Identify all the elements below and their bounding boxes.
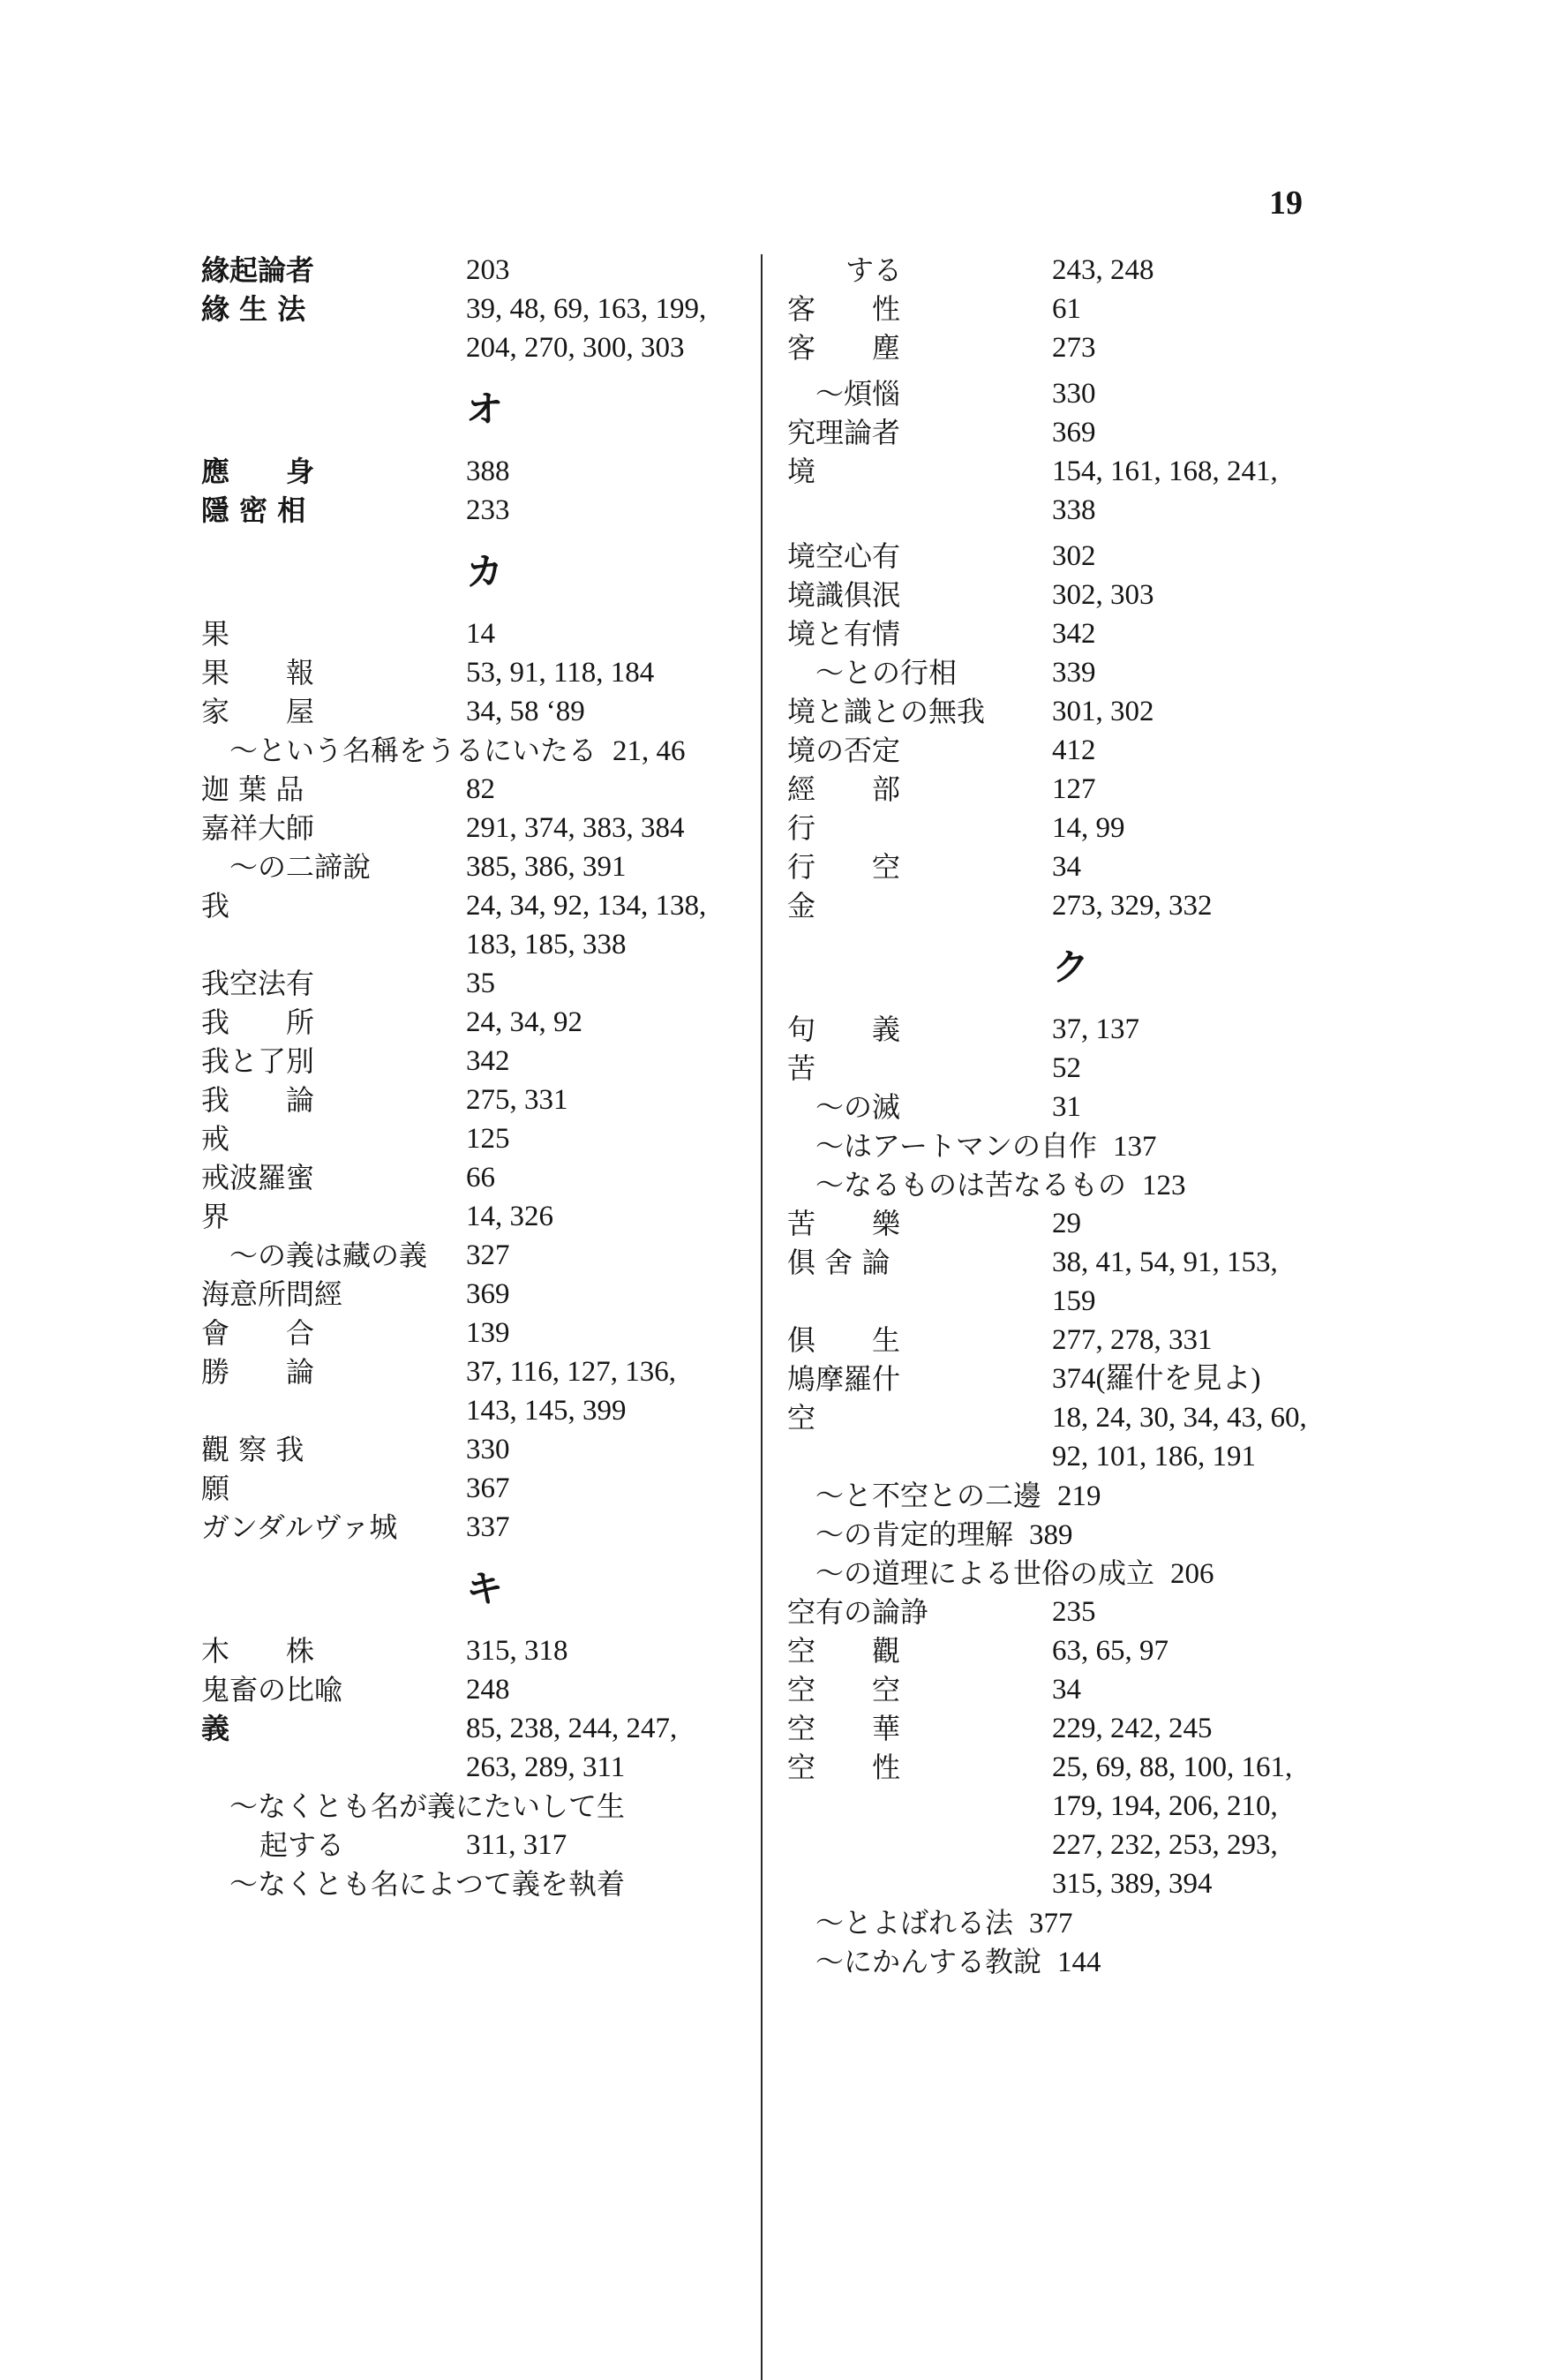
page-refs: 263, 289, 311 [466, 1751, 626, 1783]
page-refs: 301, 302 [1052, 696, 1154, 727]
entry-term: 俱 舍 論 [787, 1246, 890, 1279]
index-entry [201, 1081, 740, 1119]
page-refs: 277, 278, 331 [1052, 1324, 1213, 1356]
page-refs: 63, 65, 97 [1052, 1635, 1169, 1667]
index-subentry [787, 1515, 1334, 1554]
index-entry [201, 1197, 740, 1236]
index-entry [787, 1748, 1334, 1787]
page-refs: 315, 318 [466, 1635, 568, 1667]
entry-term: 境と識との無我 [787, 695, 986, 728]
entry-term: 〜の二諦說 [229, 850, 372, 884]
page-refs: 219 [1057, 1480, 1101, 1512]
entry-term: 海意所問經 [201, 1277, 343, 1311]
index-entry [787, 1670, 1334, 1709]
index-subentry [787, 653, 1334, 692]
page-refs: 369 [1052, 417, 1096, 448]
entry-term: 〜と不空との二邊 219 [815, 1479, 1101, 1512]
entry-term: 我 論 [201, 1083, 315, 1117]
page-refs: 302 [1052, 540, 1096, 572]
entry-term: 〜との行相 [815, 656, 958, 689]
page-refs: 14 [466, 618, 495, 650]
index-subentry [201, 1864, 740, 1903]
index-entry-continuation [787, 1282, 1334, 1321]
index-entry [787, 1359, 1334, 1398]
entry-term: する [845, 253, 903, 287]
page-refs: 302, 303 [1052, 579, 1154, 611]
index-subentry [201, 1826, 740, 1864]
entry-term: 空 觀 [787, 1634, 901, 1668]
entry-term: 境識俱泯 [787, 578, 901, 612]
entry-term: 經 部 [787, 772, 901, 806]
index-entry [201, 1508, 740, 1547]
index-subentry [787, 251, 1334, 290]
entry-term: 苦 樂 [787, 1207, 901, 1240]
section-kana: ク [1052, 945, 1090, 989]
page-refs: 291, 374, 383, 384 [466, 812, 685, 844]
entry-term: 空 [787, 1401, 816, 1435]
index-entry [201, 491, 740, 530]
page-refs: 66 [466, 1162, 495, 1194]
index-entry-continuation [787, 1826, 1334, 1864]
index-entry [201, 251, 740, 290]
index-entry [201, 1709, 740, 1748]
index-entry [787, 847, 1334, 886]
index-entry [201, 1003, 740, 1042]
index-subentry [787, 1942, 1334, 1981]
entry-term: 行 空 [787, 850, 901, 884]
entry-term: 〜煩惱 [815, 377, 901, 410]
index-entry [787, 1321, 1334, 1359]
page-refs: 229, 242, 245 [1052, 1713, 1213, 1744]
page-refs: 233 [466, 494, 510, 526]
page-refs: 35 [466, 968, 495, 999]
entry-term: 境と有情 [787, 617, 901, 651]
page-refs: 388 [466, 456, 510, 487]
index-entry [201, 692, 740, 731]
index-entry [787, 886, 1334, 925]
page-refs: 243, 248 [1052, 254, 1154, 286]
entry-term: 我 所 [201, 1005, 315, 1039]
index-entry [201, 1119, 740, 1158]
index-entry [201, 1275, 740, 1314]
entry-term: 木 株 [201, 1634, 315, 1668]
index-subentry [201, 1236, 740, 1275]
page-refs: 311, 317 [466, 1829, 567, 1861]
entry-term: 客 性 [787, 292, 901, 326]
page-refs: 144 [1057, 1947, 1101, 1978]
page-refs: 337 [466, 1511, 510, 1543]
page-refs: 235 [1052, 1596, 1096, 1628]
section-kana: オ [466, 388, 504, 431]
page-refs: 38, 41, 54, 91, 153, [1052, 1246, 1278, 1278]
index-entry [787, 1204, 1334, 1243]
index-subentry [787, 374, 1334, 413]
page-refs: 342 [466, 1045, 510, 1077]
entry-term: 我と了別 [201, 1044, 315, 1078]
entry-term: 義 [201, 1712, 230, 1745]
entry-term: 〜の滅 [815, 1090, 901, 1124]
page-refs: 369 [466, 1278, 510, 1310]
page-refs: 14, 99 [1052, 812, 1125, 844]
section-heading [201, 367, 740, 452]
entry-term: 究理論者 [787, 416, 901, 449]
entry-term: 家 屋 [201, 695, 315, 728]
page-refs: 52 [1052, 1052, 1081, 1084]
index-entry-continuation [201, 1748, 740, 1787]
entry-term: 嘉祥大師 [201, 811, 315, 845]
page-refs: 389 [1029, 1519, 1073, 1551]
entry-term: 迦 葉 品 [201, 772, 304, 806]
entry-term: 〜の道理による世俗の成立 206 [815, 1556, 1214, 1590]
page-refs: 34 [1052, 851, 1081, 883]
page-refs: 143, 145, 399 [466, 1395, 627, 1427]
page-refs: 61 [1052, 293, 1081, 325]
page-refs: 159 [1052, 1285, 1096, 1317]
entry-term: 〜はアートマンの自作 137 [815, 1129, 1157, 1163]
index-column-left [201, 251, 740, 1903]
entry-term: 金 [787, 889, 816, 923]
page-refs: 154, 161, 168, 241, [1052, 456, 1278, 487]
index-entry-continuation [787, 1787, 1334, 1826]
index-entry [787, 452, 1334, 491]
index-subentry [201, 847, 740, 886]
page-refs: 367 [466, 1472, 510, 1504]
page-refs: 24, 34, 92, 134, 138, [466, 890, 707, 922]
page-refs: 37, 137 [1052, 1013, 1139, 1045]
index-entry-continuation [201, 1391, 740, 1430]
entry-term: 〜の肯定的理解 389 [815, 1518, 1073, 1551]
index-entry [201, 1158, 740, 1197]
page-refs: 206 [1170, 1558, 1214, 1590]
page-refs: 203 [466, 254, 510, 286]
page-refs: 315, 389, 394 [1052, 1868, 1213, 1900]
index-entry [201, 1314, 740, 1352]
page-refs: 82 [466, 773, 495, 805]
index-entry [787, 614, 1334, 653]
index-entry [787, 692, 1334, 731]
page-refs: 14, 326 [466, 1201, 553, 1232]
page-refs: 248 [466, 1674, 510, 1706]
index-entry [201, 452, 740, 491]
page-refs: 85, 238, 244, 247, [466, 1713, 678, 1744]
entry-term: ガンダルヴァ城 [201, 1510, 398, 1544]
entry-term: 鳩摩羅什 [787, 1362, 901, 1396]
index-entry-continuation [201, 328, 740, 367]
entry-term: 鬼畜の比喩 [201, 1673, 343, 1706]
entry-term: 緣起論者 [201, 253, 315, 287]
section-heading [787, 925, 1334, 1010]
page-refs: 327 [466, 1239, 510, 1271]
page-refs: 342 [1052, 618, 1096, 650]
entry-term: 會 合 [201, 1316, 315, 1350]
page-number: 19 [1269, 185, 1303, 222]
entry-term: 苦 [787, 1051, 816, 1085]
index-entry [787, 576, 1334, 614]
page-refs: 92, 101, 186, 191 [1052, 1441, 1256, 1472]
index-entry [787, 1631, 1334, 1670]
entry-term: 空 華 [787, 1712, 901, 1745]
page-refs: 412 [1052, 734, 1096, 766]
index-entry-continuation [787, 1437, 1334, 1476]
page-refs: 139 [466, 1317, 510, 1349]
entry-term: 境の否定 [787, 734, 901, 767]
index-subentry [201, 1787, 740, 1826]
index-subentry [201, 731, 740, 770]
entry-term: 境空心有 [787, 539, 901, 573]
entry-term: 應 身 [201, 455, 315, 488]
page-refs: 37, 116, 127, 136, [466, 1356, 677, 1388]
page-refs: 275, 331 [466, 1084, 568, 1116]
entry-term: 〜にかんする教說 144 [815, 1945, 1101, 1978]
entry-term: 境 [787, 455, 816, 488]
page-refs: 127 [1052, 773, 1096, 805]
entry-term: 果 [201, 617, 230, 651]
index-entry [787, 413, 1334, 452]
section-kana: カ [466, 550, 504, 593]
page-refs: 18, 24, 30, 34, 43, 60, [1052, 1402, 1307, 1434]
index-subentry [787, 1903, 1334, 1942]
index-column-right [787, 251, 1334, 1981]
index-entry [201, 1042, 740, 1081]
index-entry [787, 1593, 1334, 1631]
page-refs: 123 [1142, 1170, 1186, 1201]
spacer [787, 530, 1334, 537]
spacer [787, 367, 1334, 374]
index-entry [201, 1469, 740, 1508]
entry-term: 起する [259, 1828, 345, 1862]
entry-term: 〜の義は藏の義 [229, 1239, 428, 1272]
page-refs: 227, 232, 253, 293, [1052, 1829, 1278, 1861]
page-refs: 21, 46 [612, 735, 686, 767]
entry-term: 句 義 [787, 1013, 901, 1046]
section-heading [201, 530, 740, 614]
index-entry-continuation [787, 491, 1334, 530]
page-refs: 273 [1052, 332, 1096, 364]
index-entry [787, 809, 1334, 847]
index-entry [201, 809, 740, 847]
index-entry [787, 770, 1334, 809]
index-entry [201, 886, 740, 925]
index-entry [201, 1631, 740, 1670]
page-refs: 179, 194, 206, 210, [1052, 1790, 1278, 1822]
entry-term: 戒 [201, 1122, 230, 1156]
index-subentry [787, 1165, 1334, 1204]
index-entry [201, 770, 740, 809]
index-entry [787, 1398, 1334, 1437]
entry-term: 〜なくとも名によつて義を執着 [229, 1867, 626, 1901]
page-refs: 24, 34, 92 [466, 1006, 582, 1038]
index-entry [201, 1670, 740, 1709]
page-refs: 339 [1052, 657, 1096, 689]
index-entry [787, 1049, 1334, 1088]
entry-term: 空 空 [787, 1673, 901, 1706]
index-entry-continuation [201, 925, 740, 964]
index-entry [787, 1243, 1334, 1282]
column-divider [761, 254, 763, 2380]
entry-term: 果 報 [201, 656, 315, 689]
index-entry [787, 537, 1334, 576]
page-refs: 374(羅什を見よ) [1052, 1363, 1261, 1395]
page-refs: 377 [1029, 1908, 1073, 1939]
entry-term: 〜なるものは苦なるもの 123 [815, 1168, 1186, 1201]
index-entry [201, 1430, 740, 1469]
entry-term: 隱 密 相 [201, 493, 306, 527]
section-kana: キ [466, 1567, 504, 1610]
page-refs: 330 [466, 1434, 510, 1465]
entry-term: 願 [201, 1472, 230, 1505]
index-entry [201, 964, 740, 1003]
index-entry [201, 653, 740, 692]
index-subentry [787, 1088, 1334, 1126]
entry-term: 界 [201, 1200, 230, 1233]
page-refs: 273, 329, 332 [1052, 890, 1213, 922]
entry-term: 空 性 [787, 1751, 901, 1784]
entry-term: 勝 論 [201, 1355, 315, 1389]
page-refs: 204, 270, 300, 303 [466, 332, 685, 364]
page-refs: 39, 48, 69, 163, 199, [466, 293, 707, 325]
entry-term: 緣 生 法 [201, 292, 306, 326]
index-entry [201, 290, 740, 328]
index-entry [201, 614, 740, 653]
index-entry [787, 328, 1334, 367]
index-entry [201, 1352, 740, 1391]
entry-term: 〜なくとも名が義にたいして生 [229, 1789, 626, 1823]
entry-term: 我 [201, 889, 230, 923]
page-refs: 183, 185, 338 [466, 929, 627, 960]
page-refs: 29 [1052, 1208, 1081, 1239]
page-refs: 34 [1052, 1674, 1081, 1706]
page-refs: 34, 58 ‘89 [466, 696, 585, 727]
entry-term: 行 [787, 811, 816, 845]
index-entry [787, 290, 1334, 328]
page-refs: 25, 69, 88, 100, 161, [1052, 1751, 1293, 1783]
page-refs: 53, 91, 118, 184 [466, 657, 655, 689]
entry-term: 〜とよばれる法 377 [815, 1906, 1073, 1939]
entry-term: 觀 察 我 [201, 1433, 304, 1466]
entry-term: 〜という名稱をうるにいたる 21, 46 [229, 734, 686, 767]
index-entry-continuation [787, 1864, 1334, 1903]
index-entry [787, 1010, 1334, 1049]
entry-term: 空有の論諍 [787, 1595, 929, 1629]
section-heading [201, 1547, 740, 1631]
index-entry [787, 731, 1334, 770]
index-subentry [787, 1554, 1334, 1593]
entry-term: 客 塵 [787, 331, 901, 365]
page-refs: 31 [1052, 1091, 1081, 1123]
entry-term: 俱 生 [787, 1323, 901, 1357]
entry-term: 戒波羅蜜 [201, 1161, 315, 1194]
page-refs: 137 [1113, 1131, 1157, 1163]
page-refs: 330 [1052, 378, 1096, 410]
page-refs: 125 [466, 1123, 510, 1155]
entry-term: 我空法有 [201, 967, 315, 1000]
index-subentry [787, 1126, 1334, 1165]
page-refs: 338 [1052, 494, 1096, 526]
index-subentry [787, 1476, 1334, 1515]
index-entry [787, 1709, 1334, 1748]
page-refs: 385, 386, 391 [466, 851, 627, 883]
